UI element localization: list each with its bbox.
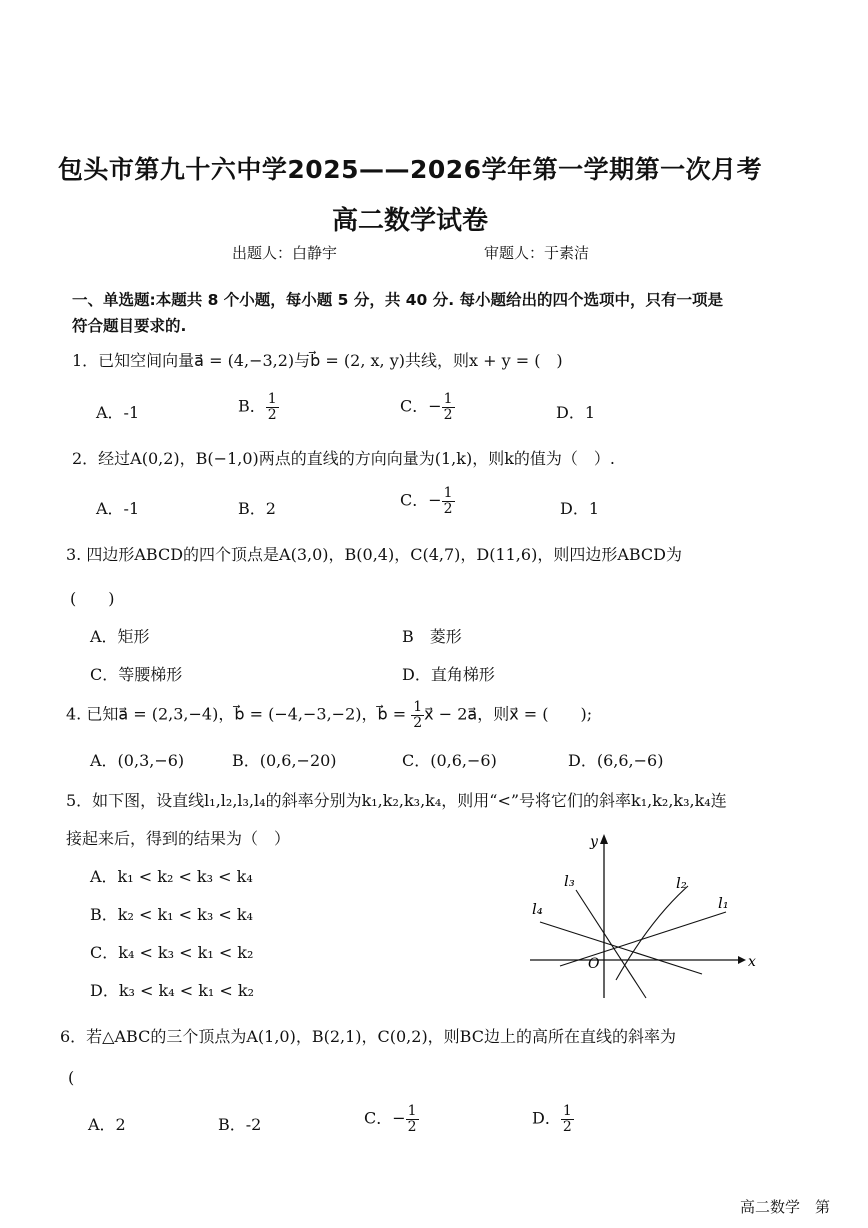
question-6-paren: ( — [68, 1068, 75, 1087]
q5-option-c: C．k₄ < k₃ < k₁ < k₂ — [90, 943, 254, 962]
q1-option-a: A．-1 — [96, 403, 140, 422]
section-header-line2: 符合题目要求的. — [72, 317, 187, 335]
q3-option-d: D．直角梯形 — [402, 665, 495, 684]
q6-option-a: A．2 — [88, 1115, 126, 1134]
q4-option-a: A．(0,3,−6) — [90, 751, 185, 770]
line-l3 — [576, 890, 646, 998]
section-header-line1: 一、单选题:本题共 8 个小题，每小题 5 分，共 40 分. 每小题给出的四个选项中，只有一项是 — [72, 291, 724, 309]
question-2-stem: 2．经过A(0,2)，B(−1,0)两点的直线的方向向量为(1,k)，则k的值为（ ）. — [72, 449, 615, 468]
q6-option-c: C．− $\frac{1}{2}$ — [364, 1103, 417, 1135]
question-5-stem: 5．如下图，设直线l₁,l₂,l₃,l₄的斜率分别为k₁,k₂,k₃,k₄，则用“<”号将它们的斜率k₁,k₂,k₃,k₄连 — [66, 791, 727, 810]
l1-label: l₁ — [718, 894, 729, 912]
line-l1 — [560, 912, 726, 966]
setter: 出题人：白静宇 — [232, 244, 338, 262]
question-6-stem: 6．若△ABC的三个顶点为A(1,0)，B(2,1)，C(0,2)，则BC边上的高所在直线的斜率为 — [60, 1027, 676, 1046]
line-l4 — [540, 922, 702, 974]
question-1-stem: 1．已知空间向量a⃗ = (4,−3,2)与b⃗ = (2, x, y)共线，则x + y = ( ) — [72, 351, 563, 370]
q2-option-c: C．− $\frac{1}{2}$ — [400, 485, 453, 517]
q6-option-b: B．-2 — [218, 1115, 262, 1134]
exam-subtitle: 高二数学试卷 — [331, 206, 488, 236]
q4-option-d: D．(6,6,−6) — [568, 751, 664, 770]
question-4-stem: 4. 已知a⃗ = (2,3,−4)，b⃗ = (−4,−3,−2)，b⃗ = $\frac{1}{2}$ x⃗ − 2a⃗，则x⃗ = ( ); — [66, 699, 593, 731]
exam-title: 包头市第九十六中学2025——2026学年第一学期第一次月考 — [57, 155, 763, 184]
y-axis-arrow-icon — [600, 834, 608, 844]
l2-label: l₂ — [676, 874, 687, 892]
y-axis-label: y — [590, 834, 598, 850]
reviewer: 审题人：于素洁 — [484, 244, 590, 262]
q6-option-d: D． $\frac{1}{2}$ — [532, 1103, 572, 1135]
q4-option-c: C．(0,6,−6) — [402, 751, 497, 770]
q1-option-c: C．− $\frac{1}{2}$ — [400, 391, 453, 423]
l3-label: l₃ — [564, 872, 575, 890]
q2-option-d: D．1 — [560, 499, 600, 518]
question-3-paren: ( ) — [70, 589, 115, 608]
q1-option-d: D．1 — [556, 403, 596, 422]
q5-option-d: D．k₃ < k₄ < k₁ < k₂ — [90, 981, 255, 1000]
question-3-stem: 3. 四边形ABCD的四个顶点是A(3,0)，B(0,4)，C(4,7)，D(11,6)，则四边形ABCD为 — [66, 545, 682, 564]
l4-label: l₄ — [532, 900, 543, 918]
question-5-stem-cont: 接起来后，得到的结果为（ ） — [66, 829, 291, 848]
q3-option-b: B 菱形 — [402, 627, 462, 646]
q5-option-a: A．k₁ < k₂ < k₃ < k₄ — [90, 867, 253, 886]
q3-option-c: C．等腰梯形 — [90, 665, 183, 684]
x-axis-arrow-icon — [738, 956, 746, 964]
q5-option-b: B．k₂ < k₁ < k₃ < k₄ — [90, 905, 253, 924]
q1-option-b: B． $\frac{1}{2}$ — [238, 391, 277, 423]
q2-option-b: B．2 — [238, 499, 276, 518]
origin-label: O — [588, 956, 600, 972]
q3-option-a: A．矩形 — [90, 627, 150, 646]
page-footer: 高二数学 第 — [740, 1198, 831, 1216]
x-axis-label: x — [748, 954, 756, 970]
q4-option-b: B．(0,6,−20) — [232, 751, 337, 770]
q5-figure — [520, 830, 760, 1005]
q2-option-a: A．-1 — [96, 499, 140, 518]
